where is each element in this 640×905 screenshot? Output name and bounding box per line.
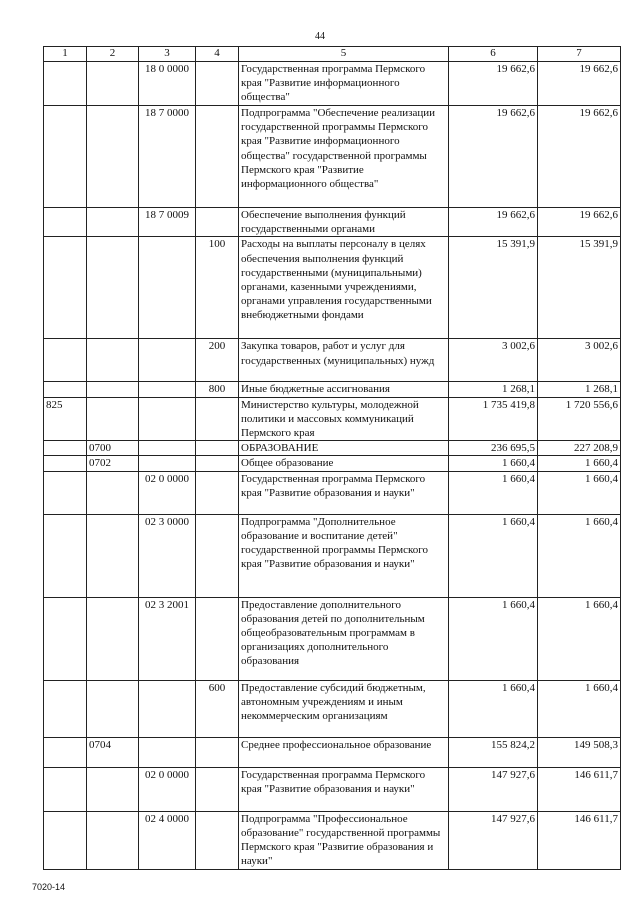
expense-type-code <box>196 441 239 456</box>
section-code <box>87 514 139 597</box>
item-name: Обеспечение выполнения функций государственными органами <box>239 208 449 237</box>
target-article-code: 02 3 0000 <box>139 514 196 597</box>
item-name: Закупка товаров, работ и услуг для государственных (муниципальных) нужд <box>239 339 449 382</box>
amount-2017: 19 662,6 <box>449 208 538 237</box>
item-name: Общее образование <box>239 456 449 471</box>
amount-2017: 236 695,5 <box>449 441 538 456</box>
table-row <box>44 514 621 597</box>
expense-type-code: 200 <box>196 339 239 382</box>
amount-2017: 3 002,6 <box>449 339 538 382</box>
item-name: Среднее профессиональное образование <box>239 737 449 767</box>
department-code <box>44 106 87 208</box>
expense-type-code <box>196 471 239 514</box>
section-code <box>87 237 139 339</box>
target-article-code: 02 0 0000 <box>139 471 196 514</box>
department-code <box>44 208 87 237</box>
item-name: Подпрограмма "Дополнительное образование и воспитание детей" государственной программы Пермского края "Развитие образования и науки" <box>239 514 449 597</box>
amount-2018: 1 660,4 <box>538 514 621 597</box>
target-article-code <box>139 737 196 767</box>
item-name: Предоставление субсидий бюджетным, автономным учреждениям и иным некоммерческим организациям <box>239 680 449 737</box>
amount-2018: 1 660,4 <box>538 471 621 514</box>
item-name: Государственная программа Пермского края "Развитие образования и науки" <box>239 471 449 514</box>
table-row <box>44 680 621 737</box>
table-row <box>44 237 621 339</box>
column-header: 4 <box>196 47 239 62</box>
section-code <box>87 397 139 441</box>
amount-2018: 3 002,6 <box>538 339 621 382</box>
department-code <box>44 471 87 514</box>
column-header: 5 <box>239 47 449 62</box>
amount-2018: 19 662,6 <box>538 62 621 106</box>
item-name: Министерство культуры, молодежной политики и массовых коммуникаций Пермского края <box>239 397 449 441</box>
target-article-code: 02 4 0000 <box>139 811 196 869</box>
department-code <box>44 680 87 737</box>
expense-type-code: 100 <box>196 237 239 339</box>
department-code <box>44 382 87 397</box>
target-article-code <box>139 397 196 441</box>
table-row <box>44 456 621 471</box>
section-code: 0704 <box>87 737 139 767</box>
table-row <box>44 382 621 397</box>
expense-type-code <box>196 62 239 106</box>
table-row <box>44 339 621 382</box>
expense-type-code <box>196 737 239 767</box>
department-code <box>44 737 87 767</box>
amount-2017: 19 662,6 <box>449 106 538 208</box>
item-name: Подпрограмма "Профессиональное образование" государственной программы Пермского края "Развитие образования и науки" <box>239 811 449 869</box>
amount-2018: 146 611,7 <box>538 811 621 869</box>
amount-2017: 1 660,4 <box>449 680 538 737</box>
section-code <box>87 382 139 397</box>
expense-type-code: 600 <box>196 680 239 737</box>
expense-type-code <box>196 397 239 441</box>
department-code <box>44 767 87 811</box>
department-code: 825 <box>44 397 87 441</box>
target-article-code: 18 7 0009 <box>139 208 196 237</box>
amount-2017: 1 660,4 <box>449 597 538 680</box>
table-row <box>44 208 621 237</box>
page-number: 44 <box>315 31 325 42</box>
column-header: 6 <box>449 47 538 62</box>
table-row <box>44 471 621 514</box>
section-code <box>87 62 139 106</box>
table-row <box>44 62 621 106</box>
item-name: Государственная программа Пермского края "Развитие информационного общества" <box>239 62 449 106</box>
item-name: Предоставление дополнительного образования детей по дополнительным общеобразовательным программам в организациях дополнительного образования <box>239 597 449 680</box>
section-code <box>87 680 139 737</box>
amount-2017: 1 660,4 <box>449 514 538 597</box>
target-article-code: 02 0 0000 <box>139 767 196 811</box>
section-code <box>87 767 139 811</box>
column-header: 2 <box>87 47 139 62</box>
target-article-code <box>139 237 196 339</box>
item-name: Иные бюджетные ассигнования <box>239 382 449 397</box>
amount-2017: 155 824,2 <box>449 737 538 767</box>
section-code <box>87 106 139 208</box>
target-article-code: 18 0 0000 <box>139 62 196 106</box>
target-article-code <box>139 382 196 397</box>
amount-2017: 147 927,6 <box>449 767 538 811</box>
amount-2018: 19 662,6 <box>538 106 621 208</box>
table-row <box>44 106 621 208</box>
amount-2017: 1 268,1 <box>449 382 538 397</box>
section-code <box>87 339 139 382</box>
section-code <box>87 811 139 869</box>
amount-2017: 147 927,6 <box>449 811 538 869</box>
target-article-code <box>139 456 196 471</box>
item-name: Подпрограмма "Обеспечение реализации государственной программы Пермского края "Развитие информационного общества" государственной программы Пермского края "Развитие информационного общества" <box>239 106 449 208</box>
department-code <box>44 339 87 382</box>
expense-type-code <box>196 106 239 208</box>
section-code <box>87 471 139 514</box>
column-header: 3 <box>139 47 196 62</box>
amount-2018: 1 660,4 <box>538 456 621 471</box>
section-code <box>87 208 139 237</box>
item-name: Государственная программа Пермского края "Развитие образования и науки" <box>239 767 449 811</box>
amount-2018: 149 508,3 <box>538 737 621 767</box>
department-code <box>44 237 87 339</box>
table-row <box>44 811 621 869</box>
section-code: 0700 <box>87 441 139 456</box>
amount-2018: 1 720 556,6 <box>538 397 621 441</box>
expense-type-code <box>196 208 239 237</box>
amount-2018: 1 660,4 <box>538 597 621 680</box>
item-name: Расходы на выплаты персоналу в целях обеспечения выполнения функций государственными (муниципальными) органами, казенными учреждениями, органами управления государственными внебюджетными фондами <box>239 237 449 339</box>
department-code <box>44 597 87 680</box>
amount-2018: 19 662,6 <box>538 208 621 237</box>
expense-type-code <box>196 811 239 869</box>
amount-2017: 19 662,6 <box>449 62 538 106</box>
table-row <box>44 737 621 767</box>
expense-type-code <box>196 456 239 471</box>
amount-2018: 227 208,9 <box>538 441 621 456</box>
table-row <box>44 767 621 811</box>
department-code <box>44 441 87 456</box>
section-code <box>87 597 139 680</box>
column-header: 1 <box>44 47 87 62</box>
table-row <box>44 397 621 441</box>
amount-2018: 1 660,4 <box>538 680 621 737</box>
item-name: ОБРАЗОВАНИЕ <box>239 441 449 456</box>
header-row <box>44 47 621 62</box>
department-code <box>44 456 87 471</box>
amount-2018: 146 611,7 <box>538 767 621 811</box>
expense-type-code <box>196 514 239 597</box>
expense-type-code <box>196 597 239 680</box>
amount-2018: 15 391,9 <box>538 237 621 339</box>
amount-2017: 15 391,9 <box>449 237 538 339</box>
target-article-code <box>139 680 196 737</box>
table-row <box>44 441 621 456</box>
amount-2017: 1 660,4 <box>449 471 538 514</box>
amount-2017: 1 735 419,8 <box>449 397 538 441</box>
expense-type-code: 800 <box>196 382 239 397</box>
department-code <box>44 514 87 597</box>
target-article-code: 02 3 2001 <box>139 597 196 680</box>
department-code <box>44 62 87 106</box>
department-code <box>44 811 87 869</box>
target-article-code: 18 7 0000 <box>139 106 196 208</box>
budget-table <box>43 46 621 870</box>
target-article-code <box>139 339 196 382</box>
expense-type-code <box>196 767 239 811</box>
section-code: 0702 <box>87 456 139 471</box>
table-row <box>44 597 621 680</box>
document-code: 7020-14 <box>32 882 66 892</box>
amount-2018: 1 268,1 <box>538 382 621 397</box>
column-header: 7 <box>538 47 621 62</box>
target-article-code <box>139 441 196 456</box>
amount-2017: 1 660,4 <box>449 456 538 471</box>
